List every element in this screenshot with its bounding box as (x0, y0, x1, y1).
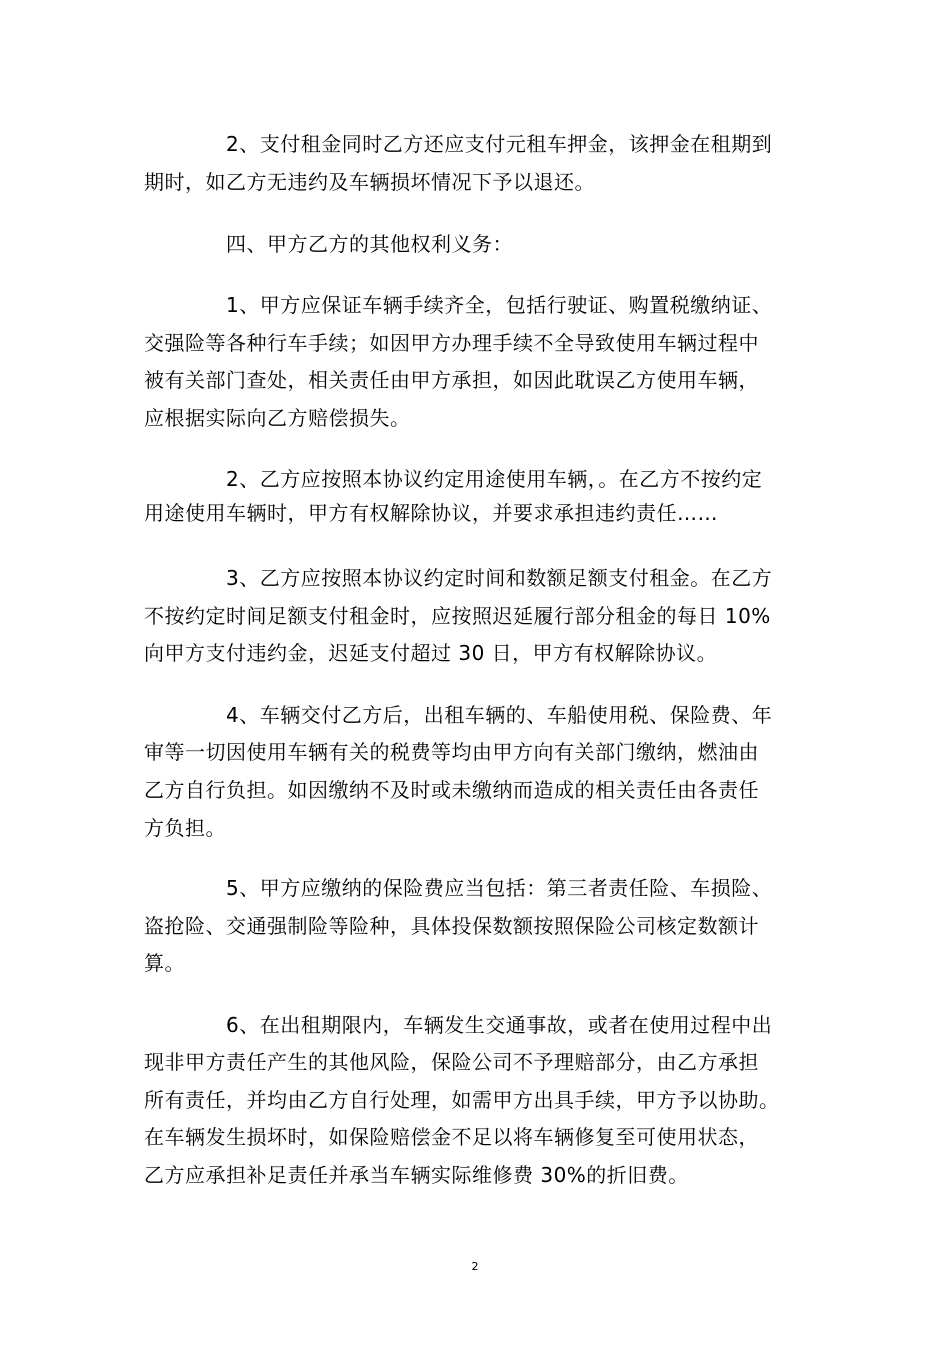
paragraph-5-line-3: 向甲方支付违约金，迟延支付超过 30 日，甲方有权解除协议。 (144, 641, 718, 665)
paragraph-8-line-3: 所有责任，并均由乙方自行处理，如需甲方出具手续，甲方予以协助。 (144, 1088, 780, 1112)
paragraph-5-line-1: 3、乙方应按照本协议约定时间和数额足额支付租金。在乙方 (226, 566, 773, 590)
paragraph-7-line-2: 盗抢险、交通强制险等险种，具体投保数额按照保险公司核定数额计 (144, 914, 759, 938)
paragraph-6-line-3: 乙方自行负担。如因缴纳不及时或未缴纳而造成的相关责任由各责任 (144, 778, 759, 802)
paragraph-3-line-4: 应根据实际向乙方赔偿损失。 (144, 406, 411, 430)
paragraph-3-line-1: 1、甲方应保证车辆手续齐全，包括行驶证、购置税缴纳证、 (226, 293, 773, 317)
paragraph-8-line-2: 现非甲方责任产生的其他风险，保险公司不予理赔部分，由乙方承担 (144, 1050, 759, 1074)
paragraph-1-line-1: 2、支付租金同时乙方还应支付元租车押金，该押金在租期到 (226, 132, 773, 156)
paragraph-1-line-2: 期时，如乙方无违约及车辆损坏情况下予以退还。 (144, 170, 595, 194)
paragraph-7-line-3: 算。 (144, 951, 185, 975)
paragraph-3-line-3: 被有关部门查处，相关责任由甲方承担，如因此耽误乙方使用车辆， (144, 368, 759, 392)
page-number: 2 (471, 1260, 479, 1273)
paragraph-4-line-1: 2、乙方应按照本协议约定用途使用车辆，。在乙方不按约定 (226, 467, 763, 491)
paragraph-3-line-2: 交强险等各种行车手续；如因甲方办理手续不全导致使用车辆过程中 (144, 331, 759, 355)
paragraph-5-line-2: 不按约定时间足额支付租金时，应按照迟延履行部分租金的每日 10% (144, 604, 771, 628)
section-heading: 四、甲方乙方的其他权利义务： (226, 232, 513, 256)
paragraph-6-line-2: 审等一切因使用车辆有关的税费等均由甲方向有关部门缴纳，燃油由 (144, 740, 759, 764)
paragraph-6-line-4: 方负担。 (144, 816, 226, 840)
paragraph-8-line-1: 6、在出租期限内，车辆发生交通事故，或者在使用过程中出 (226, 1013, 773, 1037)
paragraph-4-line-2: 用途使用车辆时，甲方有权解除协议，并要求承担违约责任…… (144, 501, 718, 525)
paragraph-6-line-1: 4、车辆交付乙方后，出租车辆的、车船使用税、保险费、年 (226, 703, 773, 727)
paragraph-8-line-5: 乙方应承担补足责任并承当车辆实际维修费 30%的折旧费。 (144, 1163, 689, 1187)
paragraph-8-line-4: 在车辆发生损坏时，如保险赔偿金不足以将车辆修复至可使用状态， (144, 1125, 759, 1149)
paragraph-7-line-1: 5、甲方应缴纳的保险费应当包括：第三者责任险、车损险、 (226, 876, 773, 900)
